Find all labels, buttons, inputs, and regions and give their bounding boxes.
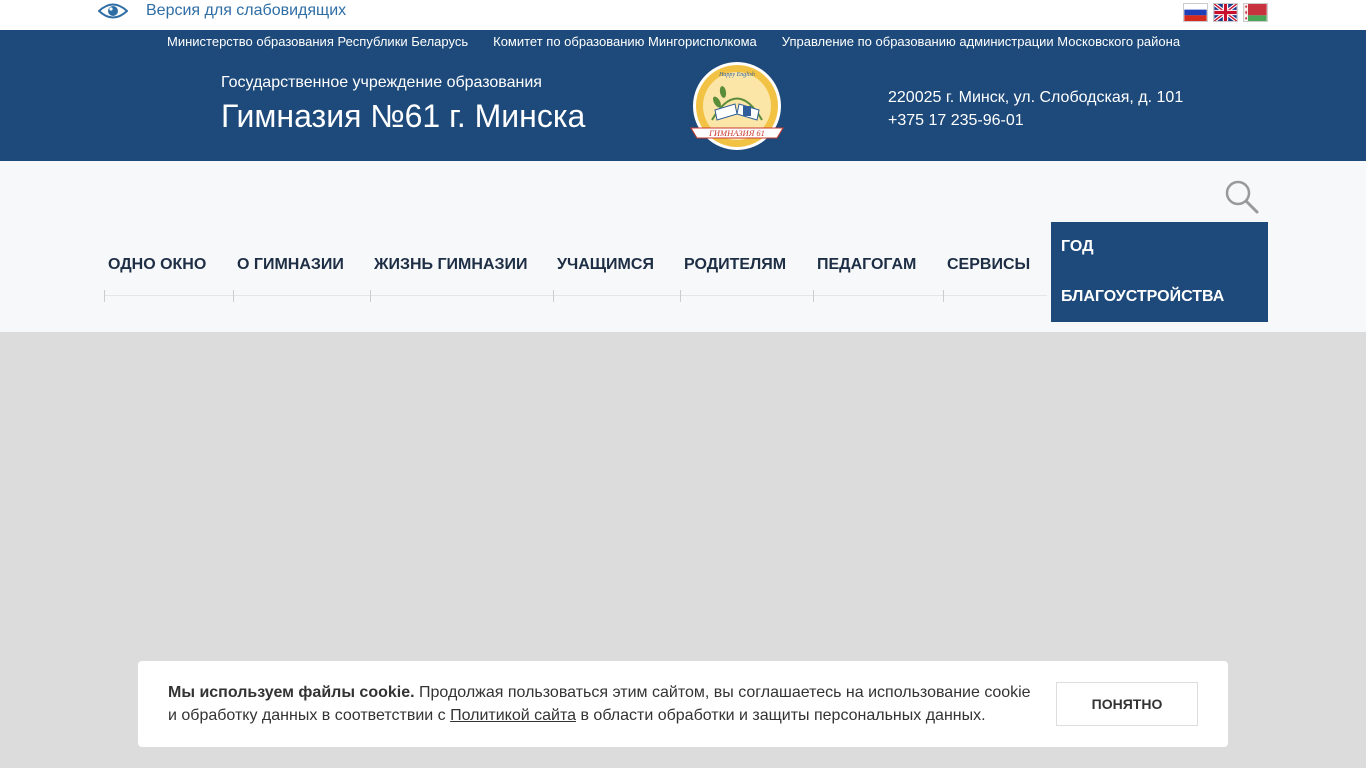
district-department-link[interactable]: Управление по образованию администрации Московского района xyxy=(781,34,1181,49)
nav-item-divider xyxy=(371,295,553,296)
nav-item-label: ЖИЗНЬ ГИМНАЗИИ xyxy=(374,256,528,273)
contacts xyxy=(888,86,1183,132)
cookie-banner xyxy=(138,661,1228,747)
eye-icon xyxy=(98,0,128,22)
main-navbar xyxy=(0,161,1366,332)
ministry-link[interactable]: Министерство образования Республики Беларусь xyxy=(167,34,469,49)
cookie-bold: Мы используем файлы cookie. xyxy=(168,684,415,701)
nav-item-teachers[interactable] xyxy=(813,222,943,304)
nav-item-divider xyxy=(944,295,1047,296)
org-title: Гимназия №61 г. Минска xyxy=(221,98,586,134)
site-header xyxy=(0,30,1366,161)
nav-item-year-of-improvement[interactable] xyxy=(1051,222,1268,322)
nav-item-label: РОДИТЕЛЯМ xyxy=(684,256,787,273)
nav-item-divider xyxy=(814,295,943,296)
nav-item-divider xyxy=(105,295,233,296)
nav-item-divider xyxy=(681,295,813,296)
nav-menu xyxy=(104,222,1047,304)
gymnasium-logo[interactable] xyxy=(687,62,787,152)
logo-ribbon-text: ГИМНАЗИЯ 61 xyxy=(709,128,765,138)
visually-impaired-label: Версия для слабовидящих xyxy=(146,2,347,19)
top-utility-bar xyxy=(0,0,1366,30)
nav-item-life[interactable] xyxy=(370,222,553,304)
org-subtitle: Государственное учреждение образования xyxy=(221,74,542,91)
nav-item-label: УЧАЩИМСЯ xyxy=(557,256,654,273)
nav-item-divider xyxy=(554,295,680,296)
search-icon[interactable] xyxy=(1224,179,1260,215)
cookie-text-part2: в области обработки и защиты персональных данных. xyxy=(576,707,986,724)
cookie-text-part1: Продолжая пользоваться этим сайтом, вы соглашаетесь на использование cookie и обработку данных в соответствии с xyxy=(168,684,1031,724)
logo-top-text: Happy English xyxy=(719,72,755,78)
nav-item-one-window[interactable] xyxy=(104,222,233,304)
nav-special-line1: ГОД xyxy=(1061,238,1094,255)
nav-item-label: ПЕДАГОГАМ xyxy=(817,256,917,273)
nav-item-label: О ГИМНАЗИИ xyxy=(237,256,344,273)
cookie-text xyxy=(168,681,1038,727)
ru-flag-icon[interactable] xyxy=(1183,3,1208,22)
language-switcher xyxy=(1183,3,1268,22)
nav-item-divider xyxy=(234,295,370,296)
phone: +375 17 235-96-01 xyxy=(888,112,1024,129)
nav-special-line2: БЛАГОУСТРОЙСТВА xyxy=(1061,288,1225,305)
nav-item-about[interactable] xyxy=(233,222,370,304)
cookie-accept-button[interactable]: ПОНЯТНО xyxy=(1056,682,1198,726)
nav-item-students[interactable] xyxy=(553,222,680,304)
nav-item-parents[interactable] xyxy=(680,222,813,304)
address: 220025 г. Минск, ул. Слободская, д. 101 xyxy=(888,89,1184,106)
en-flag-icon[interactable] xyxy=(1213,3,1238,22)
by-flag-icon[interactable] xyxy=(1243,3,1268,22)
privacy-policy-link[interactable]: Политикой сайта xyxy=(450,707,577,724)
nav-item-services[interactable] xyxy=(943,222,1047,304)
visually-impaired-version-link[interactable] xyxy=(98,0,346,22)
nav-item-label: СЕРВИСЫ xyxy=(947,256,1031,273)
nav-item-label: ОДНО ОКНО xyxy=(108,256,207,273)
external-links xyxy=(167,34,1180,49)
city-committee-link[interactable]: Комитет по образованию Мингорисполкома xyxy=(493,34,757,49)
